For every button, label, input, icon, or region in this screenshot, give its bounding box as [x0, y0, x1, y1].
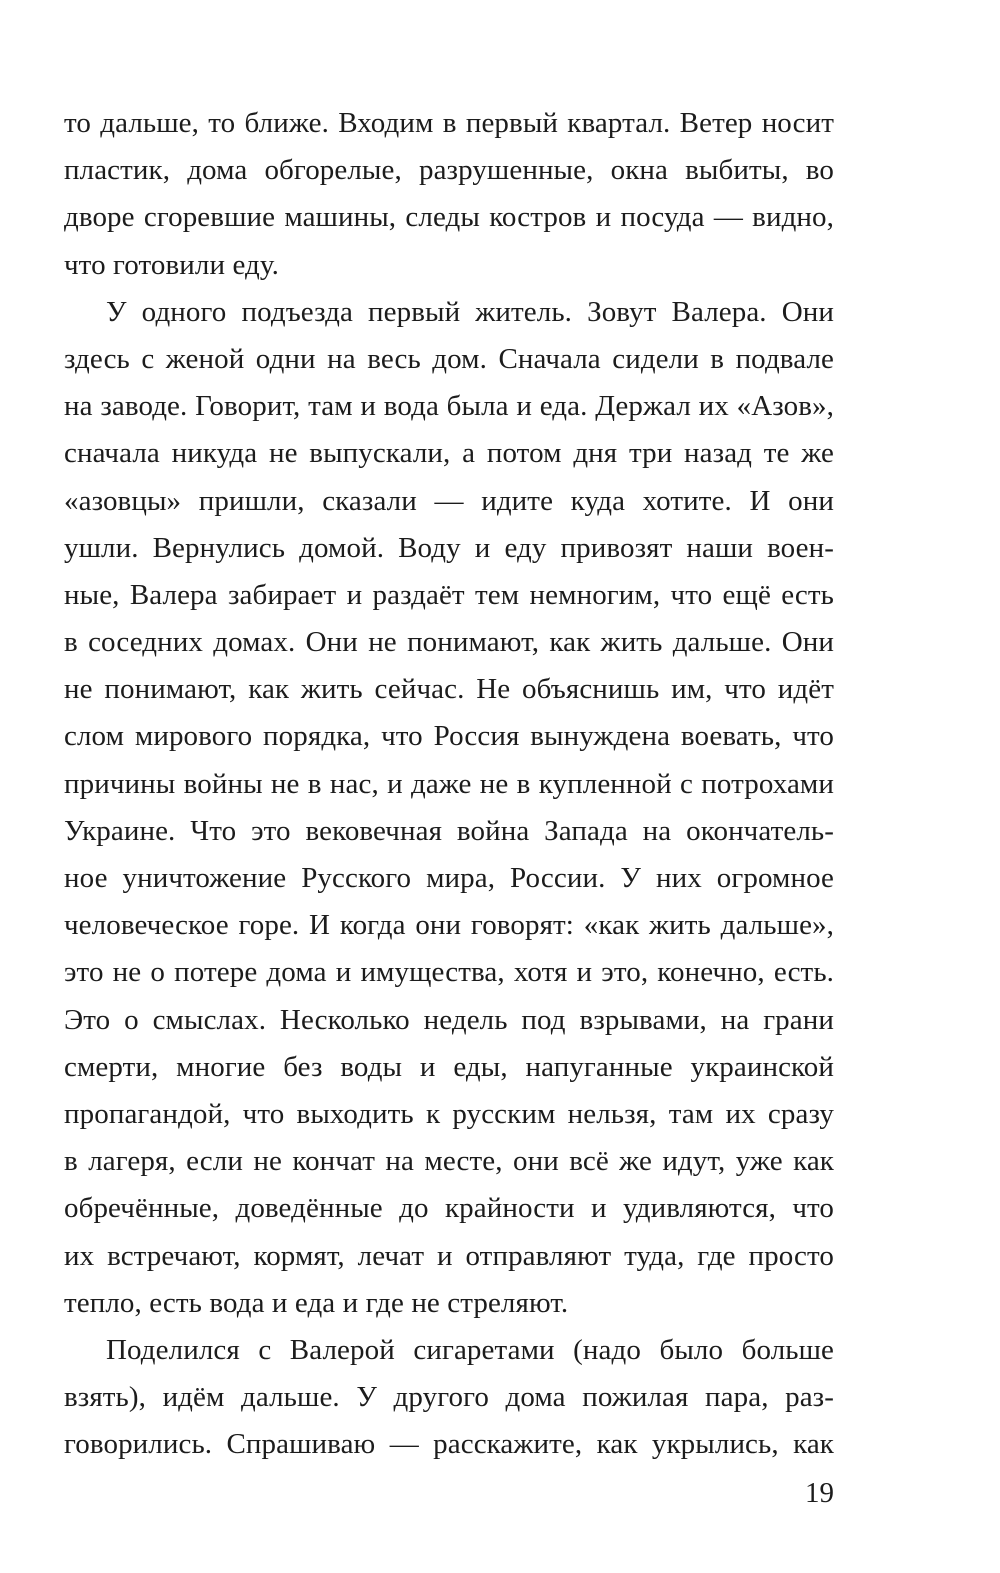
paragraph-start-line: У одного подъезда первый житель. Зовут Валера. Они: [106, 295, 834, 328]
text-line: пропагандой, что выходить к русским нельзя, там их сразу: [64, 1097, 834, 1130]
text-line: пластик, дома обгорелые, разрушенные, окна выбиты, во: [64, 154, 834, 187]
text-line: что готовили еду.: [64, 248, 279, 281]
text-line: сначала никуда не выпускали, а потом дня три назад те же: [64, 437, 834, 470]
text-line: обречённые, доведённые до крайности и удивляются, что: [64, 1192, 834, 1225]
text-line: причины войны не в нас, и даже не в купленной с потрохами: [64, 767, 834, 800]
text-line: ушли. Вернулись домой. Воду и еду привозят наши воен-: [64, 531, 834, 564]
text-line: не понимают, как жить сейчас. Не объяснишь им, что идёт: [64, 673, 834, 706]
text-line: на заводе. Говорит, там и вода была и еда. Держал их «Азов»,: [64, 390, 834, 423]
body-text: [64, 100, 834, 1468]
text-line: говорились. Спрашиваю — расскажите, как укрылись, как: [64, 1428, 834, 1461]
text-line: это не о потере дома и имущества, хотя и это, конечно, есть.: [64, 956, 834, 989]
text-line: их встречают, кормят, лечат и отправляют туда, где просто: [64, 1239, 834, 1272]
text-line: ное уничтожение Русского мира, России. У них огромное: [64, 862, 834, 894]
text-line: тепло, есть вода и еда и где не стреляют.: [64, 1286, 569, 1319]
text-line: взять), идём дальше. У другого дома пожилая пара, раз-: [64, 1381, 834, 1414]
text-line: то дальше, то ближе. Входим в первый квартал. Ветер носит: [64, 107, 834, 139]
text-line: ные, Валера забирает и раздаёт тем немногим, что ещё есть: [64, 578, 834, 611]
text-line: «азовцы» пришли, сказали — идите куда хотите. И они: [64, 484, 834, 517]
page-number: 19: [805, 1477, 834, 1509]
text-line: смерти, многие без воды и еды, напуганные украинской: [64, 1050, 834, 1083]
text-line: Это о смыслах. Несколько недель под взрывами, на грани: [64, 1003, 834, 1036]
text-line: в лагеря, если не кончат на месте, они всё же идут, уже как: [64, 1145, 834, 1178]
text-line: человеческое горе. И когда они говорят: «как жить дальше»,: [64, 909, 834, 942]
text-line: Украине. Что это вековечная война Запада на окончатель-: [64, 814, 834, 847]
paragraph-start-line: Поделился с Валерой сигаретами (надо было больше: [106, 1333, 834, 1366]
text-line: слом мирового порядка, что Россия вынуждена воевать, что: [64, 720, 834, 753]
text-line: дворе сгоревшие машины, следы костров и посуда — видно,: [64, 201, 834, 234]
text-line: в соседних домах. Они не понимают, как жить дальше. Они: [64, 626, 834, 659]
text-line: здесь с женой одни на весь дом. Сначала сидели в подвале: [64, 342, 834, 375]
